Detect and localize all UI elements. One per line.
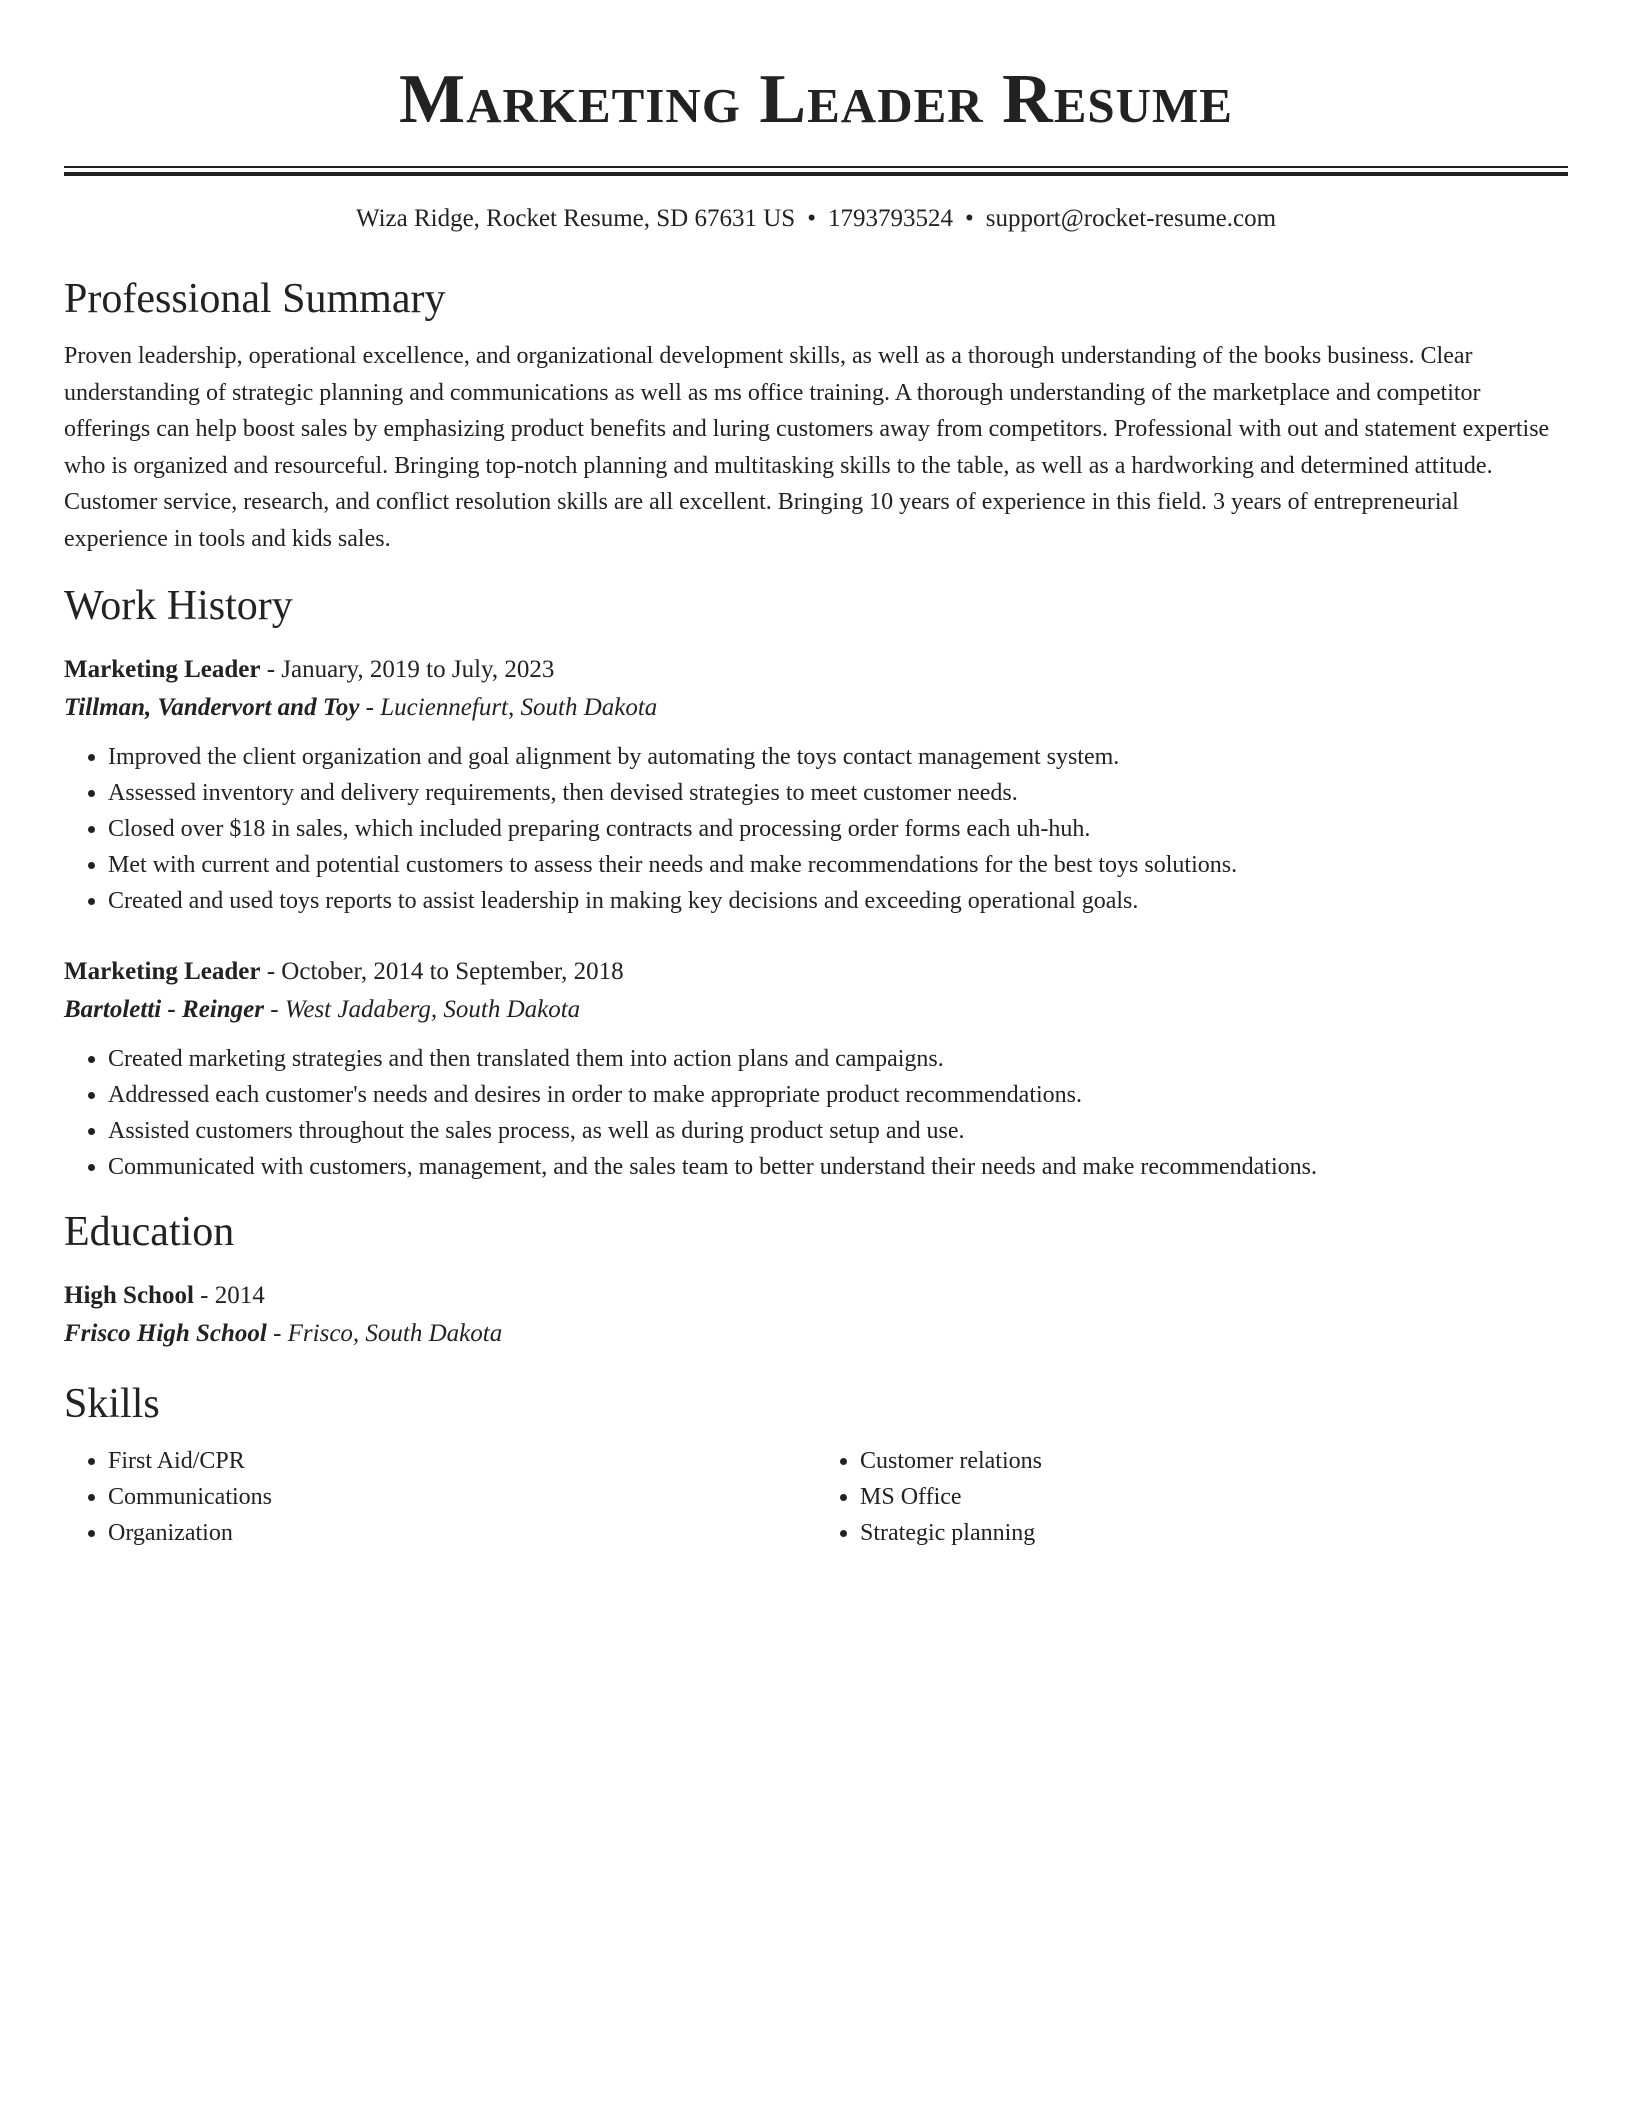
job-bullet: • Assessed inventory and delivery requirements, then devised strategies to meet customer needs. (108, 775, 1568, 811)
education-heading: Education (64, 1209, 235, 1255)
resume-title: Marketing Leader Resume (399, 61, 1233, 138)
job-bullet: • Closed over $18 in sales, which included preparing contracts and processing order forms each uh-huh. (108, 811, 1568, 847)
education-school-line (64, 1315, 1568, 1353)
contact-address: Wiza Ridge, Rocket Resume, SD 67631 US (355, 205, 796, 232)
skill-item: • Organization (108, 1515, 816, 1551)
education-degree-line (64, 1277, 1568, 1315)
contact-separator: • (964, 205, 974, 232)
job-title-line (64, 651, 1568, 689)
contact-separator: • (807, 205, 816, 232)
contact-line (64, 204, 1568, 234)
skill-item: • Strategic planning (860, 1515, 1568, 1551)
skills-columns (64, 1443, 1568, 1551)
job-location: - West Jadaberg, South Dakota (264, 996, 581, 1023)
job-bullet: • Assisted customers throughout the sales process, as well as during product setup and use. (108, 1113, 1568, 1149)
education-year: - 2014 (193, 1282, 265, 1309)
job-entry (64, 953, 1568, 1185)
job-bullets (64, 1041, 1568, 1185)
job-company-line (64, 689, 1568, 727)
education-degree: High School (64, 1282, 194, 1309)
job-entry (64, 651, 1568, 919)
education-entry (64, 1277, 1568, 1353)
resume-page (64, 0, 1568, 1551)
contact-phone: 1793793524 (827, 205, 953, 232)
job-dates: - October, 2014 to September, 2018 (260, 958, 624, 985)
summary-text: Proven leadership, operational excellence, and organizational development skills, as well as a thorough understanding of the books business. Clear understanding of strategic planning and communications as well as ms office training. A thorough understanding of the marketplace and competitor offerings can help boost sales by emphasizing product benefits and luring customers away from competitors. Professional with out and statement expertise who is organized and resourceful. Bringing top-notch planning and multitasking skills to the table, as well as a hardworking and determined attitude. Customer service, research, and conflict resolution skills are all excellent. Bringing 10 years of experience in this field. 3 years of entrepreneurial experience in tools and kids sales. (64, 343, 1550, 552)
skills-heading: Skills (64, 1381, 160, 1427)
education-school: Frisco High School (64, 1320, 267, 1347)
job-company: Bartoletti - Reinger (64, 996, 264, 1023)
job-bullet: • Communicated with customers, management, and the sales team to better understand their needs and make recommendations. (108, 1149, 1568, 1185)
title-divider (64, 166, 1568, 176)
skills-list-left (64, 1443, 816, 1551)
work-history-heading: Work History (64, 583, 293, 629)
job-bullets (64, 739, 1568, 919)
job-bullet: • Addressed each customer's needs and desires in order to make appropriate product recommendations. (108, 1077, 1568, 1113)
education-section (64, 1207, 1568, 1353)
job-company: Tillman, Vandervort and Toy (64, 694, 360, 721)
job-bullet: • Created marketing strategies and then translated them into action plans and campaigns. (108, 1041, 1568, 1077)
work-history-section (64, 581, 1568, 1185)
summary-section (64, 274, 1568, 557)
job-dates: - January, 2019 to July, 2023 (260, 656, 555, 683)
skill-item: • First Aid/CPR (108, 1443, 816, 1479)
job-company-line (64, 991, 1568, 1029)
job-bullet: • Improved the client organization and goal alignment by automating the toys contact management system. (108, 739, 1568, 775)
job-location: - Luciennefurt, South Dakota (359, 694, 658, 721)
skill-item: • Customer relations (860, 1443, 1568, 1479)
skills-list-right (816, 1443, 1568, 1551)
job-bullet: • Created and used toys reports to assist leadership in making key decisions and exceeding operational goals. (108, 883, 1568, 919)
contact-email: support@rocket-resume.com (985, 205, 1277, 232)
skill-item: • MS Office (860, 1479, 1568, 1515)
job-bullet: • Met with current and potential customers to assess their needs and make recommendations for the best toys solutions. (108, 847, 1568, 883)
skills-section (64, 1379, 1568, 1551)
skill-item: • Communications (108, 1479, 816, 1515)
job-title: Marketing Leader (64, 656, 261, 683)
job-title-line (64, 953, 1568, 991)
summary-heading: Professional Summary (64, 276, 446, 322)
education-location: - Frisco, South Dakota (266, 1320, 503, 1347)
job-title: Marketing Leader (64, 958, 261, 985)
